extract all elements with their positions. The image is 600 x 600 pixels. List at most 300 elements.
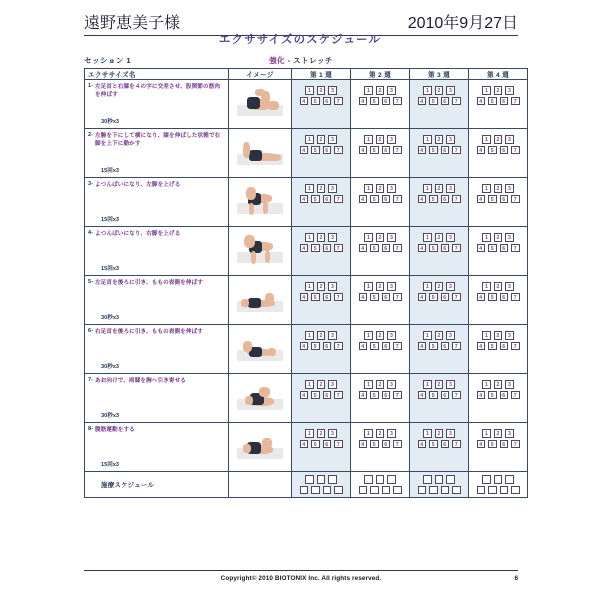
day-checkbox-2[interactable]: 2 bbox=[376, 135, 385, 144]
checkbox-row-bottom bbox=[418, 195, 461, 204]
day-checkbox-7[interactable]: 7 bbox=[393, 97, 402, 106]
day-checkbox-3[interactable]: 3 bbox=[387, 184, 396, 193]
day-checkbox-3[interactable]: 3 bbox=[446, 331, 455, 340]
day-checkbox-2[interactable]: 2 bbox=[317, 184, 326, 193]
exercise-name-line bbox=[88, 279, 225, 287]
day-checkbox-4[interactable]: 4 bbox=[418, 195, 427, 204]
day-checkbox-6[interactable]: 6 bbox=[323, 391, 332, 400]
day-checkbox-5[interactable]: 5 bbox=[370, 146, 379, 155]
checkbox-row-bottom bbox=[477, 342, 520, 351]
day-checkbox-7[interactable]: 7 bbox=[511, 146, 520, 155]
day-checkbox-1[interactable]: 1 bbox=[364, 429, 373, 438]
day-checkbox-2[interactable]: 2 bbox=[435, 331, 444, 340]
day-checkbox-4[interactable]: 4 bbox=[477, 195, 486, 204]
day-checkbox-6[interactable]: 6 bbox=[382, 391, 391, 400]
day-checkbox-4[interactable]: 4 bbox=[418, 440, 427, 449]
day-checkbox-3[interactable]: 3 bbox=[446, 233, 455, 242]
day-checkbox-1[interactable] bbox=[482, 475, 491, 484]
checkbox-row-bottom bbox=[300, 97, 343, 106]
day-checkbox-7[interactable]: 7 bbox=[334, 195, 343, 204]
day-checkbox-7[interactable]: 7 bbox=[393, 342, 402, 351]
treatment-week-1-cell bbox=[292, 472, 351, 498]
figure-segment bbox=[243, 341, 252, 352]
day-checkbox-7[interactable]: 7 bbox=[393, 440, 402, 449]
day-checkbox-6[interactable] bbox=[500, 486, 509, 495]
day-checkbox-7[interactable]: 7 bbox=[452, 342, 461, 351]
exercise-thumbnail bbox=[235, 132, 285, 168]
day-checkbox-6[interactable]: 6 bbox=[382, 342, 391, 351]
day-checkbox-2[interactable]: 2 bbox=[435, 184, 444, 193]
day-checkbox-5[interactable] bbox=[311, 486, 320, 495]
day-checkbox-2[interactable]: 2 bbox=[376, 184, 385, 193]
day-checkbox-3[interactable]: 3 bbox=[505, 184, 514, 193]
day-checkbox-6[interactable]: 6 bbox=[382, 195, 391, 204]
checkbox-row-top bbox=[305, 135, 337, 144]
day-checkbox-3[interactable]: 3 bbox=[505, 429, 514, 438]
day-checkbox-1[interactable]: 1 bbox=[364, 233, 373, 242]
checkbox-row-bottom bbox=[418, 146, 461, 155]
day-checkbox-3[interactable]: 3 bbox=[328, 331, 337, 340]
day-checkbox-7[interactable]: 7 bbox=[334, 391, 343, 400]
exercise-dose: 15回x3 bbox=[101, 217, 120, 223]
day-checkbox-7[interactable]: 7 bbox=[393, 391, 402, 400]
day-checkbox-7[interactable]: 7 bbox=[334, 97, 343, 106]
column-header-week-4: 第 4 週 bbox=[469, 69, 528, 80]
day-checkbox-6[interactable]: 6 bbox=[441, 440, 450, 449]
day-checkbox-3[interactable]: 3 bbox=[387, 233, 396, 242]
day-checkbox-2[interactable]: 2 bbox=[317, 233, 326, 242]
day-checkbox-7[interactable] bbox=[334, 486, 343, 495]
day-checkbox-4[interactable]: 4 bbox=[359, 440, 368, 449]
day-checkbox-1[interactable]: 1 bbox=[482, 135, 491, 144]
day-checkbox-2[interactable]: 2 bbox=[376, 380, 385, 389]
day-checkbox-5[interactable]: 5 bbox=[429, 440, 438, 449]
day-checkbox-5[interactable]: 5 bbox=[488, 342, 497, 351]
week-3-cell bbox=[410, 276, 469, 325]
day-checkbox-2[interactable]: 2 bbox=[317, 429, 326, 438]
day-checkbox-6[interactable]: 6 bbox=[382, 244, 391, 253]
day-checkbox-2[interactable]: 2 bbox=[435, 429, 444, 438]
table-body bbox=[85, 80, 528, 498]
day-checkbox-5[interactable]: 5 bbox=[429, 146, 438, 155]
day-checkbox-6[interactable] bbox=[382, 486, 391, 495]
day-checkbox-1[interactable]: 1 bbox=[423, 331, 432, 340]
day-checkbox-3[interactable]: 3 bbox=[446, 282, 455, 291]
day-checkbox-5[interactable]: 5 bbox=[311, 391, 320, 400]
day-checkbox-6[interactable]: 6 bbox=[323, 195, 332, 204]
day-checkbox-4[interactable]: 4 bbox=[300, 391, 309, 400]
day-checkbox-3[interactable]: 3 bbox=[328, 233, 337, 242]
day-checkbox-2[interactable]: 2 bbox=[494, 331, 503, 340]
exercise-description: 右足首を後ろに引き、ももの表側を伸ばす bbox=[94, 329, 203, 335]
checkbox-row-top bbox=[482, 380, 514, 389]
day-checkbox-1[interactable]: 1 bbox=[364, 380, 373, 389]
week-checkbox-grid bbox=[410, 227, 468, 257]
day-checkbox-7[interactable]: 7 bbox=[452, 391, 461, 400]
day-checkbox-4[interactable] bbox=[300, 486, 309, 495]
checkbox-row-top bbox=[482, 86, 514, 95]
day-checkbox-4[interactable]: 4 bbox=[418, 97, 427, 106]
day-checkbox-7[interactable]: 7 bbox=[452, 293, 461, 302]
day-checkbox-5[interactable]: 5 bbox=[429, 97, 438, 106]
day-checkbox-5[interactable]: 5 bbox=[370, 391, 379, 400]
day-checkbox-2[interactable]: 2 bbox=[435, 233, 444, 242]
day-checkbox-6[interactable]: 6 bbox=[382, 440, 391, 449]
day-checkbox-4[interactable] bbox=[359, 486, 368, 495]
exercise-thumbnail bbox=[235, 83, 285, 119]
day-checkbox-6[interactable]: 6 bbox=[500, 97, 509, 106]
checkbox-row-bottom bbox=[300, 391, 343, 400]
day-checkbox-1[interactable]: 1 bbox=[305, 429, 314, 438]
checkbox-row-top bbox=[482, 331, 514, 340]
day-checkbox-3[interactable]: 3 bbox=[446, 429, 455, 438]
day-checkbox-5[interactable] bbox=[370, 486, 379, 495]
day-checkbox-5[interactable]: 5 bbox=[311, 97, 320, 106]
day-checkbox-2[interactable]: 2 bbox=[317, 331, 326, 340]
day-checkbox-5[interactable]: 5 bbox=[488, 440, 497, 449]
day-checkbox-4[interactable]: 4 bbox=[477, 391, 486, 400]
day-checkbox-3[interactable]: 3 bbox=[505, 331, 514, 340]
day-checkbox-5[interactable]: 5 bbox=[311, 244, 320, 253]
day-checkbox-4[interactable] bbox=[477, 486, 486, 495]
day-checkbox-7[interactable]: 7 bbox=[334, 342, 343, 351]
day-checkbox-1[interactable]: 1 bbox=[482, 380, 491, 389]
day-checkbox-4[interactable]: 4 bbox=[418, 244, 427, 253]
day-checkbox-6[interactable]: 6 bbox=[500, 195, 509, 204]
week-1-cell bbox=[292, 276, 351, 325]
week-4-cell bbox=[469, 80, 528, 129]
day-checkbox-5[interactable]: 5 bbox=[429, 195, 438, 204]
day-checkbox-4[interactable]: 4 bbox=[359, 293, 368, 302]
day-checkbox-6[interactable]: 6 bbox=[323, 293, 332, 302]
day-checkbox-1[interactable]: 1 bbox=[423, 282, 432, 291]
day-checkbox-2[interactable]: 2 bbox=[435, 86, 444, 95]
day-checkbox-4[interactable]: 4 bbox=[359, 146, 368, 155]
day-checkbox-5[interactable]: 5 bbox=[429, 293, 438, 302]
exercise-description: 腹筋運動をする bbox=[94, 427, 135, 433]
day-checkbox-4[interactable]: 4 bbox=[418, 293, 427, 302]
day-checkbox-6[interactable]: 6 bbox=[323, 440, 332, 449]
day-checkbox-5[interactable]: 5 bbox=[370, 440, 379, 449]
day-checkbox-5[interactable]: 5 bbox=[311, 440, 320, 449]
day-checkbox-4[interactable]: 4 bbox=[477, 146, 486, 155]
day-checkbox-1[interactable]: 1 bbox=[305, 380, 314, 389]
exercise-dose: 30秒x3 bbox=[101, 413, 120, 419]
day-checkbox-2[interactable] bbox=[435, 475, 444, 484]
day-checkbox-1[interactable]: 1 bbox=[423, 184, 432, 193]
day-checkbox-7[interactable]: 7 bbox=[452, 97, 461, 106]
day-checkbox-5[interactable]: 5 bbox=[429, 244, 438, 253]
day-checkbox-7[interactable] bbox=[511, 486, 520, 495]
day-checkbox-5[interactable]: 5 bbox=[311, 293, 320, 302]
day-checkbox-4[interactable]: 4 bbox=[300, 342, 309, 351]
week-checkbox-grid bbox=[292, 129, 350, 159]
day-checkbox-2[interactable] bbox=[376, 475, 385, 484]
day-checkbox-3[interactable]: 3 bbox=[387, 282, 396, 291]
day-checkbox-3[interactable]: 3 bbox=[387, 429, 396, 438]
week-4-cell bbox=[469, 276, 528, 325]
day-checkbox-1[interactable]: 1 bbox=[305, 331, 314, 340]
day-checkbox-3[interactable]: 3 bbox=[328, 380, 337, 389]
day-checkbox-3[interactable]: 3 bbox=[387, 135, 396, 144]
day-checkbox-1[interactable]: 1 bbox=[482, 86, 491, 95]
day-checkbox-2[interactable]: 2 bbox=[435, 380, 444, 389]
day-checkbox-3[interactable]: 3 bbox=[505, 380, 514, 389]
day-checkbox-2[interactable]: 2 bbox=[376, 429, 385, 438]
day-checkbox-7[interactable]: 7 bbox=[511, 342, 520, 351]
day-checkbox-4[interactable]: 4 bbox=[477, 293, 486, 302]
treatment-schedule-label: 施療スケジュール bbox=[101, 482, 155, 489]
day-checkbox-1[interactable]: 1 bbox=[482, 331, 491, 340]
day-checkbox-6[interactable]: 6 bbox=[441, 97, 450, 106]
day-checkbox-5[interactable]: 5 bbox=[488, 146, 497, 155]
day-checkbox-6[interactable]: 6 bbox=[500, 391, 509, 400]
day-checkbox-7[interactable]: 7 bbox=[452, 195, 461, 204]
day-checkbox-5[interactable]: 5 bbox=[488, 195, 497, 204]
day-checkbox-6[interactable]: 6 bbox=[382, 293, 391, 302]
day-checkbox-1[interactable]: 1 bbox=[305, 86, 314, 95]
checkbox-row-top bbox=[364, 282, 396, 291]
day-checkbox-3[interactable]: 3 bbox=[446, 86, 455, 95]
day-checkbox-5[interactable]: 5 bbox=[370, 342, 379, 351]
day-checkbox-4[interactable]: 4 bbox=[359, 244, 368, 253]
day-checkbox-7[interactable]: 7 bbox=[511, 391, 520, 400]
day-checkbox-3[interactable]: 3 bbox=[328, 86, 337, 95]
day-checkbox-1[interactable]: 1 bbox=[482, 282, 491, 291]
day-checkbox-4[interactable]: 4 bbox=[418, 146, 427, 155]
day-checkbox-5[interactable]: 5 bbox=[488, 293, 497, 302]
day-checkbox-5[interactable] bbox=[429, 486, 438, 495]
day-checkbox-6[interactable]: 6 bbox=[500, 342, 509, 351]
day-checkbox-1[interactable]: 1 bbox=[482, 233, 491, 242]
day-checkbox-7[interactable]: 7 bbox=[334, 146, 343, 155]
day-checkbox-1[interactable]: 1 bbox=[364, 135, 373, 144]
figure-segment bbox=[244, 235, 255, 248]
day-checkbox-4[interactable]: 4 bbox=[477, 97, 486, 106]
day-checkbox-3[interactable]: 3 bbox=[446, 135, 455, 144]
day-checkbox-7[interactable]: 7 bbox=[393, 146, 402, 155]
day-checkbox-5[interactable]: 5 bbox=[370, 244, 379, 253]
day-checkbox-4[interactable]: 4 bbox=[300, 97, 309, 106]
day-checkbox-4[interactable]: 4 bbox=[359, 342, 368, 351]
day-checkbox-2[interactable]: 2 bbox=[317, 282, 326, 291]
day-checkbox-2[interactable]: 2 bbox=[435, 135, 444, 144]
figure-segment bbox=[265, 250, 270, 263]
day-checkbox-5[interactable]: 5 bbox=[311, 146, 320, 155]
day-checkbox-2[interactable]: 2 bbox=[494, 380, 503, 389]
day-checkbox-2[interactable]: 2 bbox=[494, 86, 503, 95]
treatment-week-3-cell bbox=[410, 472, 469, 498]
day-checkbox-4[interactable]: 4 bbox=[418, 342, 427, 351]
day-checkbox-4[interactable]: 4 bbox=[300, 146, 309, 155]
day-checkbox-1[interactable]: 1 bbox=[305, 233, 314, 242]
checkbox-row-top bbox=[305, 429, 337, 438]
checkbox-row-top bbox=[305, 86, 337, 95]
day-checkbox-7[interactable]: 7 bbox=[393, 195, 402, 204]
day-checkbox-4[interactable]: 4 bbox=[300, 244, 309, 253]
day-checkbox-1[interactable]: 1 bbox=[423, 429, 432, 438]
day-checkbox-1[interactable] bbox=[364, 475, 373, 484]
day-checkbox-2[interactable]: 2 bbox=[317, 86, 326, 95]
day-checkbox-3[interactable]: 3 bbox=[446, 380, 455, 389]
day-checkbox-6[interactable] bbox=[323, 486, 332, 495]
day-checkbox-6[interactable]: 6 bbox=[441, 195, 450, 204]
day-checkbox-1[interactable]: 1 bbox=[364, 86, 373, 95]
day-checkbox-6[interactable]: 6 bbox=[441, 244, 450, 253]
day-checkbox-6[interactable]: 6 bbox=[441, 293, 450, 302]
day-checkbox-1[interactable]: 1 bbox=[305, 184, 314, 193]
day-checkbox-6[interactable]: 6 bbox=[500, 244, 509, 253]
day-checkbox-3[interactable]: 3 bbox=[505, 86, 514, 95]
day-checkbox-6[interactable]: 6 bbox=[500, 146, 509, 155]
exercise-dose: 15回x3 bbox=[101, 168, 120, 174]
day-checkbox-6[interactable]: 6 bbox=[441, 342, 450, 351]
day-checkbox-3[interactable]: 3 bbox=[505, 135, 514, 144]
day-checkbox-7[interactable]: 7 bbox=[511, 195, 520, 204]
day-checkbox-7[interactable] bbox=[452, 486, 461, 495]
day-checkbox-1[interactable]: 1 bbox=[364, 331, 373, 340]
day-checkbox-3[interactable]: 3 bbox=[328, 282, 337, 291]
figure-segment bbox=[268, 348, 276, 356]
day-checkbox-2[interactable]: 2 bbox=[317, 380, 326, 389]
day-checkbox-6[interactable]: 6 bbox=[441, 146, 450, 155]
day-checkbox-3[interactable] bbox=[505, 475, 514, 484]
day-checkbox-5[interactable]: 5 bbox=[429, 342, 438, 351]
day-checkbox-4[interactable]: 4 bbox=[477, 244, 486, 253]
day-checkbox-1[interactable]: 1 bbox=[305, 135, 314, 144]
day-checkbox-6[interactable]: 6 bbox=[382, 146, 391, 155]
day-checkbox-7[interactable]: 7 bbox=[511, 97, 520, 106]
day-checkbox-7[interactable]: 7 bbox=[334, 244, 343, 253]
day-checkbox-6[interactable]: 6 bbox=[323, 146, 332, 155]
day-checkbox-3[interactable]: 3 bbox=[387, 331, 396, 340]
day-checkbox-2[interactable]: 2 bbox=[376, 233, 385, 242]
day-checkbox-1[interactable]: 1 bbox=[423, 86, 432, 95]
day-checkbox-7[interactable] bbox=[393, 486, 402, 495]
week-checkbox-grid bbox=[351, 129, 409, 159]
day-checkbox-4[interactable]: 4 bbox=[359, 97, 368, 106]
exercise-thumbnail bbox=[235, 328, 285, 364]
day-checkbox-5[interactable]: 5 bbox=[370, 195, 379, 204]
figure-segment bbox=[243, 142, 250, 158]
day-checkbox-3[interactable]: 3 bbox=[446, 184, 455, 193]
day-checkbox-6[interactable]: 6 bbox=[500, 293, 509, 302]
day-checkbox-2[interactable]: 2 bbox=[494, 184, 503, 193]
day-checkbox-1[interactable]: 1 bbox=[482, 429, 491, 438]
day-checkbox-7[interactable]: 7 bbox=[393, 244, 402, 253]
day-checkbox-1[interactable]: 1 bbox=[305, 282, 314, 291]
day-checkbox-2[interactable]: 2 bbox=[376, 331, 385, 340]
day-checkbox-1[interactable]: 1 bbox=[423, 380, 432, 389]
day-checkbox-2[interactable]: 2 bbox=[494, 233, 503, 242]
day-checkbox-7[interactable]: 7 bbox=[452, 440, 461, 449]
checkbox-row-bottom bbox=[300, 244, 343, 253]
day-checkbox-2[interactable] bbox=[494, 475, 503, 484]
day-checkbox-6[interactable]: 6 bbox=[323, 342, 332, 351]
day-checkbox-3[interactable]: 3 bbox=[328, 135, 337, 144]
day-checkbox-5[interactable]: 5 bbox=[370, 293, 379, 302]
day-checkbox-7[interactable]: 7 bbox=[334, 440, 343, 449]
day-checkbox-5[interactable]: 5 bbox=[370, 97, 379, 106]
day-checkbox-4[interactable]: 4 bbox=[359, 195, 368, 204]
day-checkbox-2[interactable]: 2 bbox=[435, 282, 444, 291]
exercise-name-cell bbox=[85, 374, 229, 423]
week-3-cell bbox=[410, 227, 469, 276]
checkbox-row-top bbox=[364, 86, 396, 95]
figure-segment bbox=[241, 299, 249, 307]
day-checkbox-4[interactable]: 4 bbox=[300, 293, 309, 302]
day-checkbox-1[interactable] bbox=[423, 475, 432, 484]
day-checkbox-5[interactable]: 5 bbox=[488, 244, 497, 253]
day-checkbox-4[interactable]: 4 bbox=[418, 391, 427, 400]
day-checkbox-2[interactable]: 2 bbox=[317, 135, 326, 144]
day-checkbox-6[interactable]: 6 bbox=[382, 97, 391, 106]
day-checkbox-1[interactable]: 1 bbox=[482, 184, 491, 193]
day-checkbox-1[interactable]: 1 bbox=[423, 233, 432, 242]
day-checkbox-3[interactable]: 3 bbox=[328, 184, 337, 193]
day-checkbox-2[interactable]: 2 bbox=[376, 86, 385, 95]
day-checkbox-7[interactable]: 7 bbox=[452, 244, 461, 253]
day-checkbox-1[interactable]: 1 bbox=[364, 184, 373, 193]
day-checkbox-3[interactable] bbox=[328, 475, 337, 484]
day-checkbox-1[interactable]: 1 bbox=[364, 282, 373, 291]
day-checkbox-4[interactable] bbox=[418, 486, 427, 495]
exercise-mat bbox=[237, 203, 283, 214]
day-checkbox-3[interactable]: 3 bbox=[387, 380, 396, 389]
day-checkbox-1[interactable]: 1 bbox=[423, 135, 432, 144]
table-row bbox=[85, 80, 528, 129]
day-checkbox-2[interactable] bbox=[317, 475, 326, 484]
day-checkbox-5[interactable]: 5 bbox=[311, 342, 320, 351]
day-checkbox-1[interactable] bbox=[305, 475, 314, 484]
day-checkbox-7[interactable]: 7 bbox=[452, 146, 461, 155]
day-checkbox-3[interactable]: 3 bbox=[505, 233, 514, 242]
day-checkbox-2[interactable]: 2 bbox=[494, 282, 503, 291]
day-checkbox-3[interactable]: 3 bbox=[328, 429, 337, 438]
day-checkbox-2[interactable]: 2 bbox=[376, 282, 385, 291]
day-checkbox-5[interactable] bbox=[488, 486, 497, 495]
day-checkbox-7[interactable]: 7 bbox=[334, 293, 343, 302]
day-checkbox-7[interactable]: 7 bbox=[511, 293, 520, 302]
day-checkbox-5[interactable]: 5 bbox=[429, 391, 438, 400]
day-checkbox-3[interactable] bbox=[446, 475, 455, 484]
day-checkbox-5[interactable]: 5 bbox=[311, 195, 320, 204]
day-checkbox-7[interactable]: 7 bbox=[511, 440, 520, 449]
day-checkbox-2[interactable]: 2 bbox=[494, 135, 503, 144]
day-checkbox-7[interactable]: 7 bbox=[511, 244, 520, 253]
day-checkbox-6[interactable]: 6 bbox=[441, 391, 450, 400]
day-checkbox-4[interactable]: 4 bbox=[477, 440, 486, 449]
day-checkbox-3[interactable] bbox=[387, 475, 396, 484]
day-checkbox-5[interactable]: 5 bbox=[488, 391, 497, 400]
day-checkbox-6[interactable] bbox=[441, 486, 450, 495]
day-checkbox-6[interactable]: 6 bbox=[500, 440, 509, 449]
day-checkbox-6[interactable]: 6 bbox=[323, 97, 332, 106]
day-checkbox-3[interactable]: 3 bbox=[505, 282, 514, 291]
day-checkbox-5[interactable]: 5 bbox=[488, 97, 497, 106]
day-checkbox-3[interactable]: 3 bbox=[387, 86, 396, 95]
day-checkbox-4[interactable]: 4 bbox=[300, 195, 309, 204]
day-checkbox-2[interactable]: 2 bbox=[494, 429, 503, 438]
day-checkbox-6[interactable]: 6 bbox=[323, 244, 332, 253]
day-checkbox-4[interactable]: 4 bbox=[477, 342, 486, 351]
week-3-cell bbox=[410, 80, 469, 129]
day-checkbox-4[interactable]: 4 bbox=[300, 440, 309, 449]
day-checkbox-7[interactable]: 7 bbox=[393, 293, 402, 302]
checkbox-row-top bbox=[305, 331, 337, 340]
exercise-thumbnail bbox=[235, 377, 285, 413]
day-checkbox-4[interactable]: 4 bbox=[359, 391, 368, 400]
